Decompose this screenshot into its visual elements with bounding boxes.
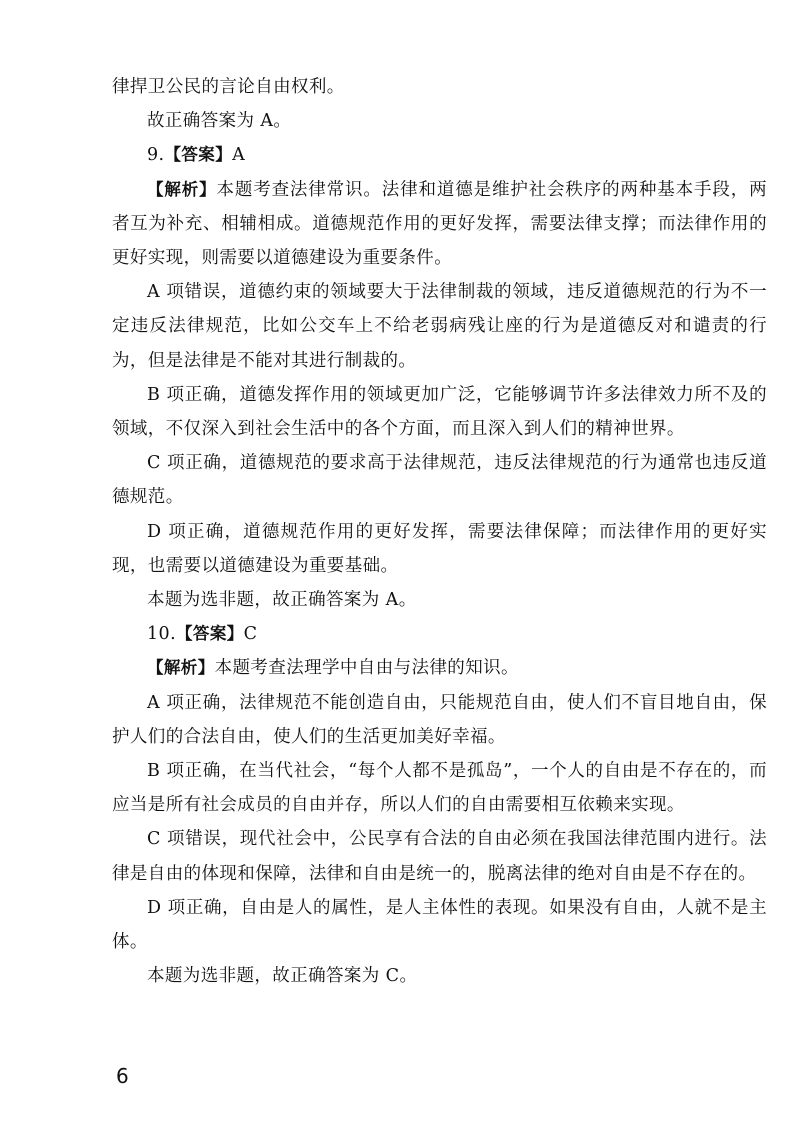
paragraph [112, 446, 767, 514]
paragraph [112, 891, 767, 959]
question-number: 10. [147, 624, 177, 645]
paragraph-text: 故正确答案为 A。 [147, 111, 292, 132]
paragraph-text: 本题为选非题，故正确答案为 C。 [147, 966, 418, 987]
paragraph-text: B 项正确，道德发挥作用的领域更加广泛，它能够调节许多法律效力所不及的领域，不仅深入到社会生活中的各个方面，而且深入到人们的精神世界。 [112, 384, 767, 440]
analysis-label: 【解析】 [147, 658, 215, 678]
paragraph-text: 本题考查法律常识。法律和道德是维护社会秩序的两种基本手段，两者互为补充、相辅相成。道德规范作用的更好发挥，需要法律支撑；而法律作用的更好实现，则需要以道德建设为重要条件。 [112, 179, 767, 269]
page-number: 6 [116, 1064, 129, 1088]
paragraph [112, 104, 767, 138]
paragraph-text: C 项错误，现代社会中，公民享有合法的自由必须在我国法律范围内进行。法律是自由的体现和保障，法律和自由是统一的，脱离法律的绝对自由是不存在的。 [112, 829, 767, 884]
paragraph-text: 本题考查法理学中自由与法律的知识。 [214, 658, 519, 679]
answer-label: 【答案】 [176, 624, 244, 644]
paragraph-text: 律捍卫公民的言论自由权利。 [112, 77, 345, 97]
paragraph [112, 822, 767, 890]
answer-value: C [243, 624, 258, 645]
paragraph [112, 583, 767, 617]
answer-line [112, 138, 767, 172]
analysis-paragraph [112, 173, 767, 276]
paragraph [112, 959, 767, 993]
paragraph-text: D 项正确，自由是人的属性，是人主体性的表现。如果没有自由，人就不是主体。 [112, 897, 767, 953]
paragraph [112, 378, 767, 446]
paragraph-text: A 项错误，道德约束的领域要大于法律制裁的领域，违反道德规范的行为不一定违反法律规范，比如公交车上不给老弱病残让座的行为是道德反对和谴责的行为，但是法律是不能对其进行制裁的。 [112, 282, 767, 371]
paragraph-continuation [112, 70, 767, 104]
paragraph-text: 本题为选非题，故正确答案为 A。 [147, 590, 417, 611]
paragraph [112, 275, 767, 378]
paragraph-text: D 项正确，道德规范作用的更好发挥，需要法律保障；而法律作用的更好实现，也需要以道德建设为重要基础。 [112, 521, 767, 576]
paragraph [112, 686, 767, 754]
paragraph-text: B 项正确，在当代社会，“每个人都不是孤岛”，一个人的自由是不存在的，而应当是所有社会成员的自由并存，所以人们的自由需要相互依赖来实现。 [112, 761, 767, 816]
analysis-paragraph [112, 651, 767, 685]
question-number: 9. [147, 145, 165, 166]
answer-line [112, 617, 767, 651]
answer-value: A [232, 145, 246, 166]
analysis-label: 【解析】 [147, 179, 217, 199]
paragraph-text: A 项正确，法律规范不能创造自由，只能规范自由，使人们不盲目地自由，保护人们的合法自由，使人们的生活更加美好幸福。 [112, 692, 767, 747]
body-text [112, 70, 767, 993]
paragraph-text: C 项正确，道德规范的要求高于法律规范，违反法律规范的行为通常也违反道德规范。 [112, 453, 767, 508]
answer-label: 【答案】 [164, 145, 233, 165]
paragraph [112, 515, 767, 583]
paragraph [112, 754, 767, 822]
